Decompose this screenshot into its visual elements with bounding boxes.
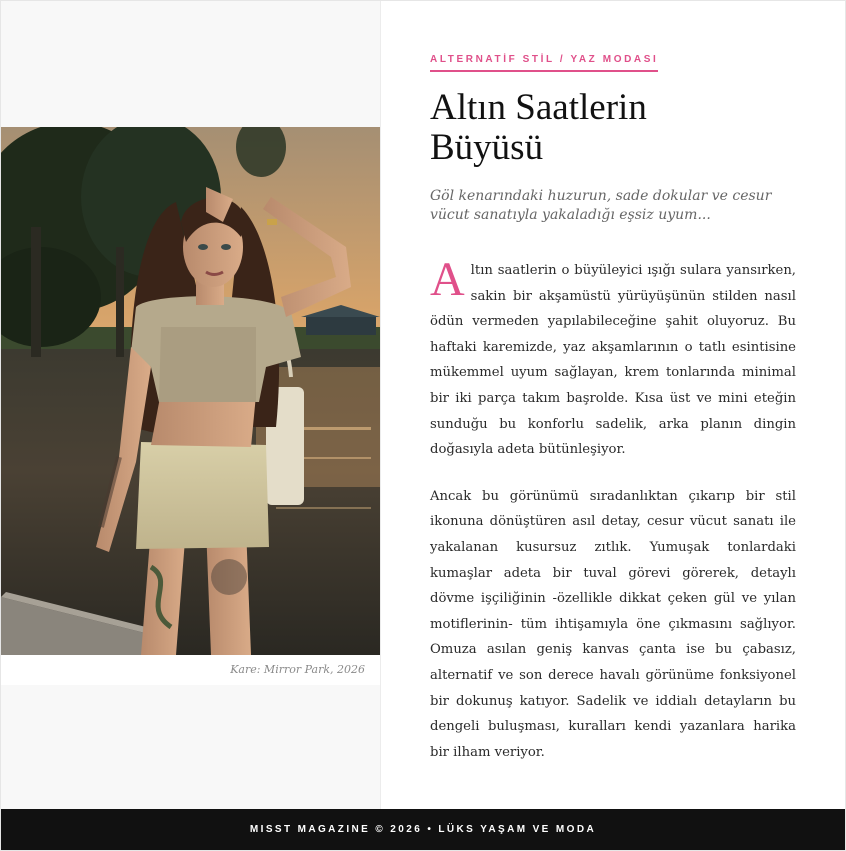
feature-photo (1, 127, 380, 655)
photo-caption: Kare: Mirror Park, 2026 (1, 655, 380, 685)
page-footer: MISST MAGAZINE © 2026 • LÜKS YAŞAM VE MODA (1, 809, 845, 850)
article-kicker: ALTERNATİF STİL / YAZ MODASI (430, 54, 658, 72)
article-body (430, 253, 796, 786)
article-subtitle: Göl kenarındaki huzurun, sade dokular ve cesur vücut sanatıyla yakaladığı eşsiz uyum... (430, 188, 772, 223)
article-title (430, 88, 796, 168)
drop-cap: A (430, 253, 465, 306)
paragraph-1-text: ltın saatlerin o büyüleyici ışığı sulara yansırken, sakin bir akşamüstü yürüyüşünün stilden nasıl ödün vermeden yapılabileceğine şahit oluyoruz. Bu haftaki karemizde, yaz akşamlarının o tatlı esintisine mükemmel uyum sağlayan, krem tonlarında minimal bir iki parça takım başrolde. Kısa üst ve mini eteğin sunduğu bu konforlu sadelik, arka planın dingin doğasıyla adeta bütünleşiyor. (430, 263, 796, 458)
title-line-1: Altın Saatlerin (430, 87, 647, 128)
paragraph-1 (430, 253, 796, 463)
title-line-2: Büyüsü (430, 127, 544, 168)
photo-illustration (1, 127, 380, 655)
paragraph-2: Ancak bu görünümü sıradanlıktan çıkarıp bir stil ikonuna dönüştüren asıl detay, cesur vücut sanatı ile yakalanan kusursuz zıtlık. Yumuşak tonlardaki kumaşlar adeta bir tuval görevi görerek, detaylı dövme işçiliğinin -özellikle dikkat çeken gül ve yılan motiflerinin- tüm ihtişamıyla öne çıkmasını sağlıyor. Omuza asılan geniş kanvas çanta ise bu çabasız, alternatif ve son derece havalı görünüme fonksiyonel bir dokunuş katıyor. Sadelik ve iddialı detayların bu dengeli buluşması, kuralları kendi yazanlara harika bir ilham veriyor. (430, 488, 796, 760)
